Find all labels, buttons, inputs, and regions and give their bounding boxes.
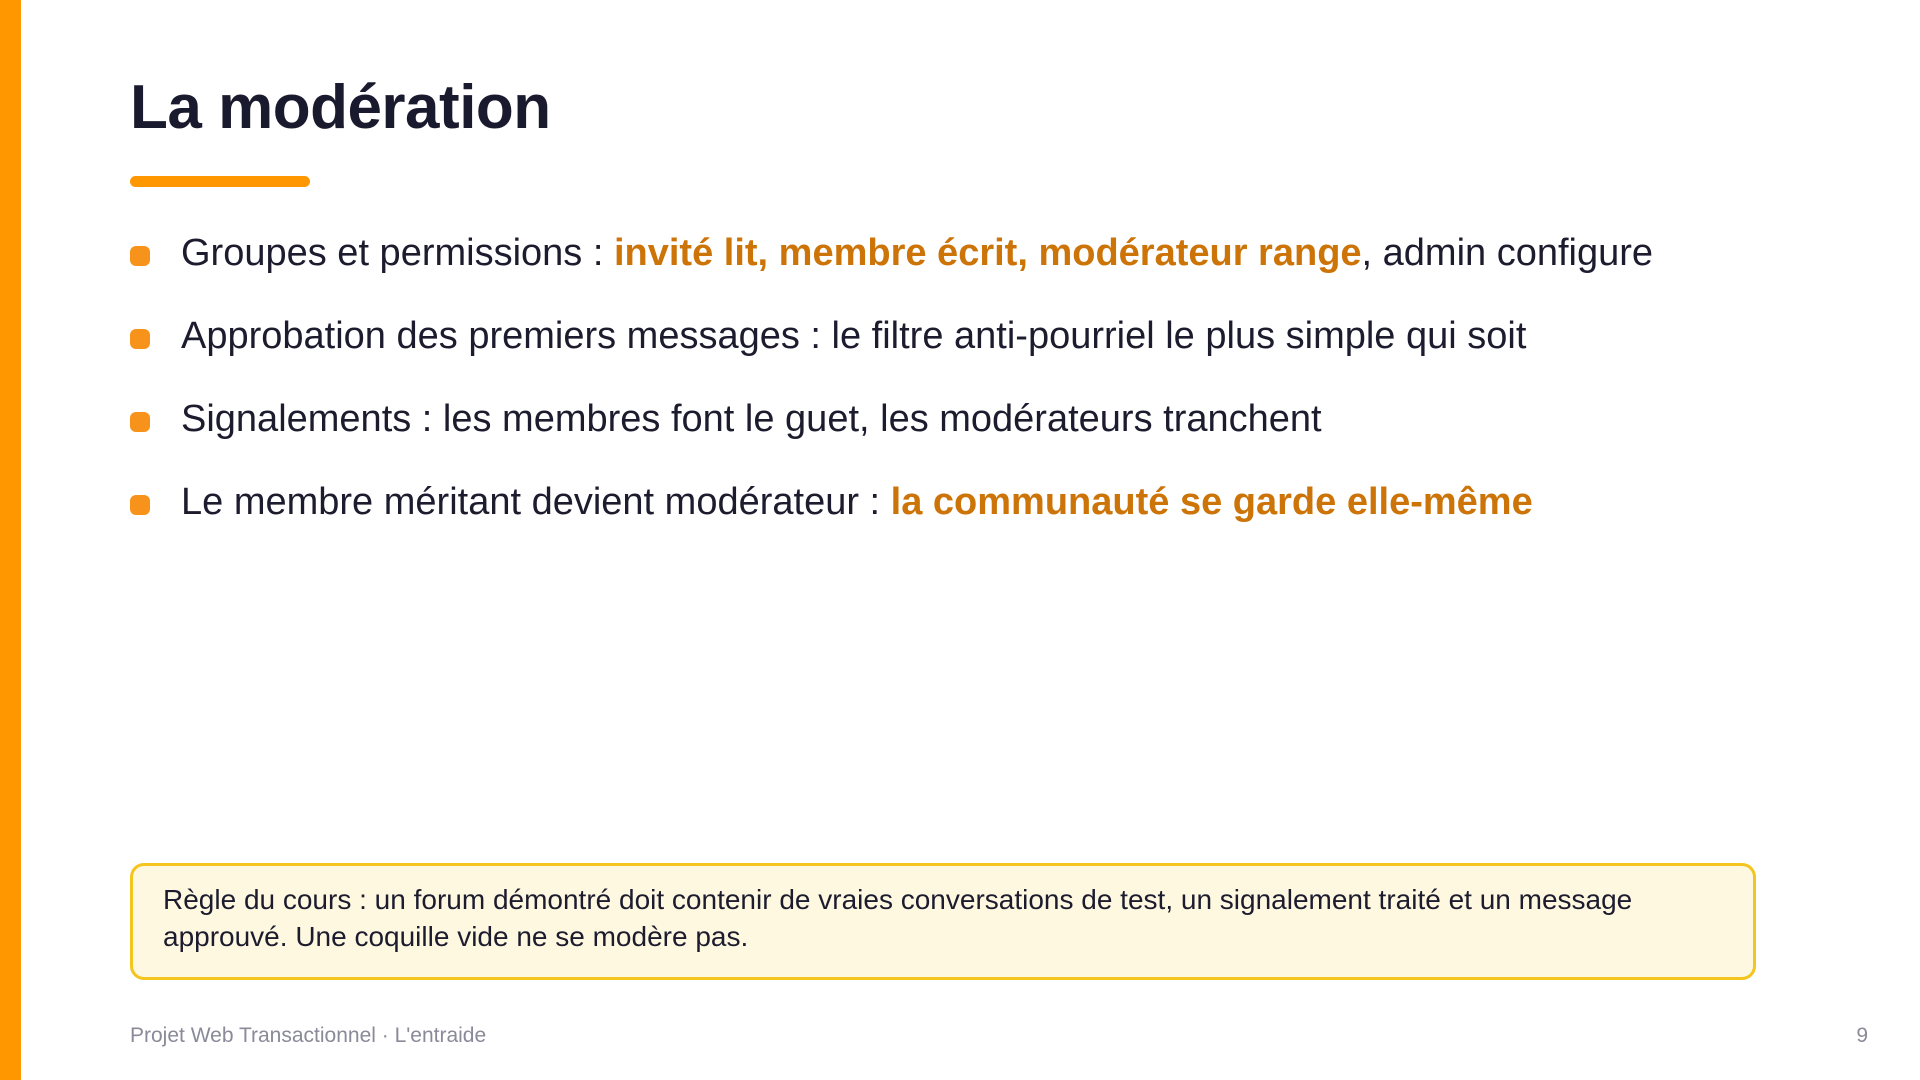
bullet-text	[181, 397, 1322, 443]
bullet-text-plain: Approbation des premiers messages : le filtre anti-pourriel le plus simple qui soit	[181, 315, 1527, 357]
bullet-item	[130, 474, 1790, 557]
bullet-item	[130, 225, 1790, 308]
bullet-item	[130, 391, 1790, 474]
callout-text: Règle du cours : un forum démontré doit contenir de vraies conversations de test, un signalement traité et un message approuvé. Une coquille vide ne se modère pas.	[163, 884, 1633, 952]
bullet-text-plain: Groupes et permissions :	[181, 232, 614, 274]
footer-project-label: Projet Web Transactionnel · L'entraide	[130, 1024, 487, 1047]
slide-title: La modération	[130, 73, 551, 142]
bullet-text-highlight: invité lit, membre écrit, modérateur range	[613, 232, 1362, 274]
title-underline	[130, 176, 310, 187]
bullet-list	[130, 225, 1790, 557]
course-rule-callout	[130, 863, 1756, 980]
bullet-text	[181, 480, 1533, 526]
bullet-text-plain: Signalements : les membres font le guet, les modérateurs tranchent	[181, 398, 1322, 440]
bullet-text	[181, 314, 1526, 360]
page-number: 9	[1856, 1024, 1868, 1047]
bullet-text-plain: Le membre méritant devient modérateur :	[181, 481, 891, 523]
left-accent-bar	[0, 0, 21, 1080]
bullet-marker	[130, 412, 150, 432]
bullet-item	[130, 308, 1790, 391]
bullet-marker	[130, 329, 150, 349]
bullet-text	[181, 231, 1653, 277]
bullet-marker	[130, 246, 150, 266]
bullet-marker	[130, 495, 150, 515]
bullet-text-highlight: la communauté se garde elle-même	[890, 481, 1533, 523]
bullet-text-plain: , admin configure	[1361, 232, 1654, 274]
